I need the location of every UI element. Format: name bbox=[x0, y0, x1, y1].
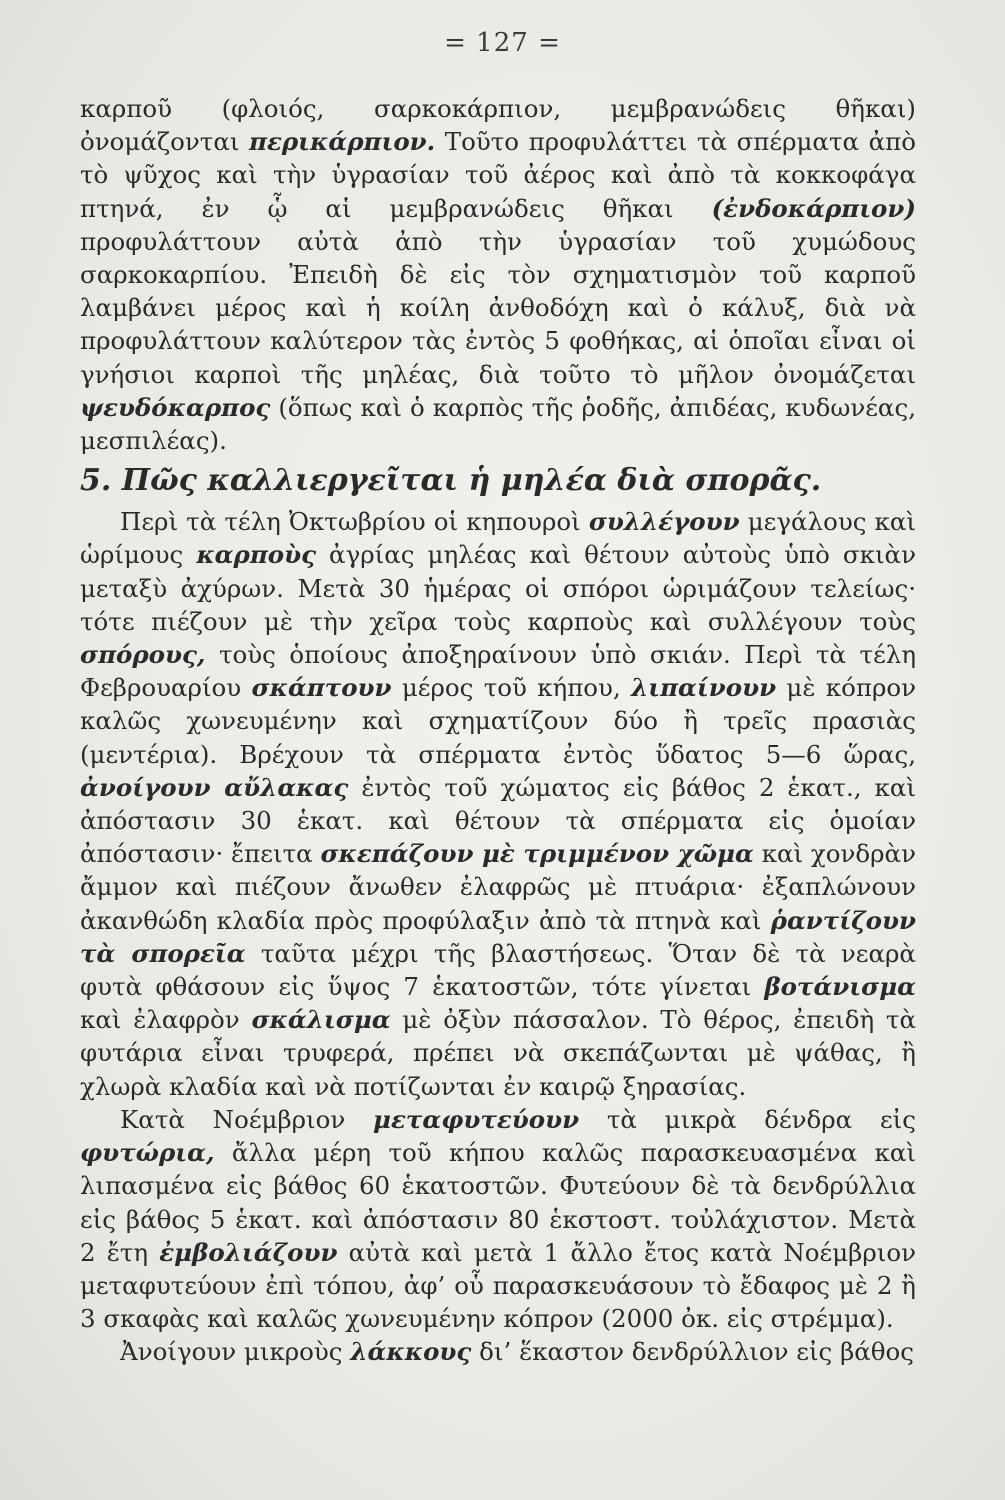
text-run: δι’ ἕκαστον δενδρύλλιον εἰς βάθος bbox=[471, 1337, 914, 1367]
term: μεταφυτεύουν bbox=[373, 1104, 580, 1134]
text-run: καὶ ἐλαφρὸν bbox=[80, 1005, 252, 1035]
text-run: μὲ κόπρον καλῶς χωνευμένην καὶ σχηματίζουν δύο ἢ τρεῖς πρασιὰς (μεντέρια). Βρέχουν τὰ σπέρματα ἐντὸς ὕδατος 5—6 ὥρας, bbox=[80, 673, 916, 769]
page-number: = 127 = bbox=[444, 28, 561, 58]
text-run: ἄλλα μέρη τοῦ κήπου καλῶς παρασκευασμένα καὶ λιπασμένα εἰς βάθος 60 ἑκατοστῶν. Φυτεύουν δὲ τὰ δενδρύλλια εἰς βάθος 5 ἑκατ. καὶ ἀπόστασιν 80 ἑκστοστ. τοὐλάχιστον. Μετὰ 2 ἔτη bbox=[80, 1138, 916, 1267]
text-run: Ἀνοίγουν μικροὺς bbox=[120, 1337, 351, 1367]
term-pseudocarp: ψευδόκαρπος bbox=[80, 392, 271, 422]
text-run: καὶ χονδρὰν ἄμμον καὶ πιέζουν ἄνωθεν ἐλαφρῶς μὲ πτυάρια· ἐξαπλώνουν ἀκανθώδη κλαδία πρὸς προφύλαξιν ἀπὸ τὰ πτηνὰ καὶ bbox=[80, 839, 916, 935]
text-run: μὲ ὀξὺν πάσσαλον. Τὸ θέρος, ἐπειδὴ τὰ φυτάρια εἶναι τρυφερά, πρέπει νὰ σκεπάζωνται μὲ ψάθας, ἢ χλωρὰ κλαδία καὶ νὰ ποτίζωνται ἐν καιρῷ ξηρασίας. bbox=[80, 1005, 916, 1101]
paragraph-4 bbox=[80, 1335, 916, 1368]
text-run: τοὺς ὁποίους ἀποξηραίνουν ὑπὸ σκιάν. Περὶ τὰ τέλη Φεβρουαρίου bbox=[80, 640, 916, 703]
body-text bbox=[80, 92, 916, 1369]
text-run: μεγάλους καὶ ὡρίμους bbox=[80, 507, 916, 570]
text-run: (ὅπως καὶ ὁ καρπὸς τῆς ῥοδῆς, ἀπιδέας, κυδωνέας, μεσπιλέας). bbox=[80, 392, 916, 456]
section-heading: 5. Πῶς καλλιεργεῖται ἡ μηλέα διὰ σπορᾶς. bbox=[80, 463, 822, 499]
paragraph-3 bbox=[80, 1103, 916, 1335]
term: λιπαίνουν bbox=[631, 673, 777, 703]
text-run: ἀγρίας μηλέας καὶ θέτουν αὐτοὺς ὑπὸ σκιὰν μεταξὺ ἀχύρων. Μετὰ 30 ἡμέρας οἱ σπόροι ὡριμάζουν τελείως· τότε πιέζουν μὲ τὴν χεῖρα τοὺς καρποὺς καὶ συλλέγουν τοὺς bbox=[80, 540, 916, 636]
term: ἐμβολιάζουν bbox=[159, 1237, 338, 1267]
term: σπόρους, bbox=[80, 640, 206, 670]
term: φυτώρια, bbox=[80, 1138, 215, 1168]
term: καρποὺς bbox=[196, 540, 317, 570]
term: σκεπάζουν μὲ τριμμένον χῶμα bbox=[320, 839, 754, 869]
term: σκάπτουν bbox=[251, 673, 392, 703]
paragraph-1 bbox=[80, 92, 916, 457]
term: ῥαντίζουν τὰ σπορεῖα bbox=[80, 905, 916, 968]
term-endocarp: (ἐνδοκάρπιον) bbox=[711, 193, 916, 223]
term-pericarp: περικάρπιον. bbox=[249, 127, 436, 157]
text-run: τὰ μικρὰ δένδρα εἰς bbox=[579, 1104, 916, 1134]
term: βοτάνισμα bbox=[764, 972, 916, 1002]
term: λάκκους bbox=[350, 1337, 472, 1367]
text-run: ταῦτα μέχρι τῆς βλαστήσεως. Ὅταν δὲ τὰ νεαρὰ φυτὰ φθάσουν εἰς ὕψος 7 ἑκατοστῶν, τότε γίνεται bbox=[80, 938, 916, 1002]
paragraph-2 bbox=[80, 505, 916, 1103]
text-run: Περὶ τὰ τέλη Ὀκτωβρίου οἱ κηπουροὶ bbox=[120, 507, 589, 537]
term: συλλέγουν bbox=[588, 507, 740, 537]
text-run: Κατὰ Νοέμβριον bbox=[120, 1104, 374, 1134]
text-run: Τοῦτο προφυλάττει τὰ σπέρματα ἀπὸ τὸ ψῦχος καὶ τὴν ὑγρασίαν τοῦ ἀέρος καὶ ἀπὸ τὰ κοκκοφάγα πτηνά, ἐν ᾧ αἱ μεμβρανώδεις θῆκαι bbox=[80, 127, 917, 223]
text-run: ἐντὸς τοῦ χώματος εἰς βάθος 2 ἑκατ., καὶ ἀπόστασιν 30 ἑκατ. καὶ θέτουν τὰ σπέρματα εἰς ὁμοίαν ἀπόστασιν· ἔπειτα bbox=[80, 772, 916, 869]
text-run: καρποῦ (φλοιός, σαρκοκάρπιον, μεμβρανώδεις θῆκαι) ὀνομάζονται bbox=[80, 94, 916, 157]
term: σκάλισμα bbox=[251, 1005, 391, 1035]
text-run: προφυλάττουν αὐτὰ ἀπὸ τὴν ὑγρασίαν τοῦ χυμώδους σαρκοκαρπίου. Ἐπειδὴ δὲ εἰς τὸν σχηματισμὸν τοῦ καρποῦ λαμβάνει μέρος καὶ ἡ κοίλη ἀνθοδόχη καὶ ὁ κάλυξ, διὰ νὰ προφυλάττουν καλύτερον τὰς ἐντὸς 5 φοθήκας, αἱ ὁποῖαι εἶναι οἱ γνήσιοι καρποὶ τῆς μηλέας, διὰ τοῦτο τὸ μῆλον ὀνομάζεται bbox=[80, 226, 916, 389]
text-run: αὐτὰ καὶ μετὰ 1 ἄλλο ἔτος κατὰ Νοέμβριον μεταφυτεύουν ἐπὶ τόπου, ἀφ’ οὗ παρασκευάσουν τὸ ἔδαφος μὲ 2 ἢ 3 σκαφὰς καὶ καλῶς χωνευμένην κόπρον (2000 ὀκ. εἰς στρέμμα). bbox=[80, 1237, 916, 1334]
term: ἀνοίγουν αὔλακας bbox=[80, 772, 349, 802]
text-run: μέρος τοῦ κήπου, bbox=[391, 673, 632, 703]
